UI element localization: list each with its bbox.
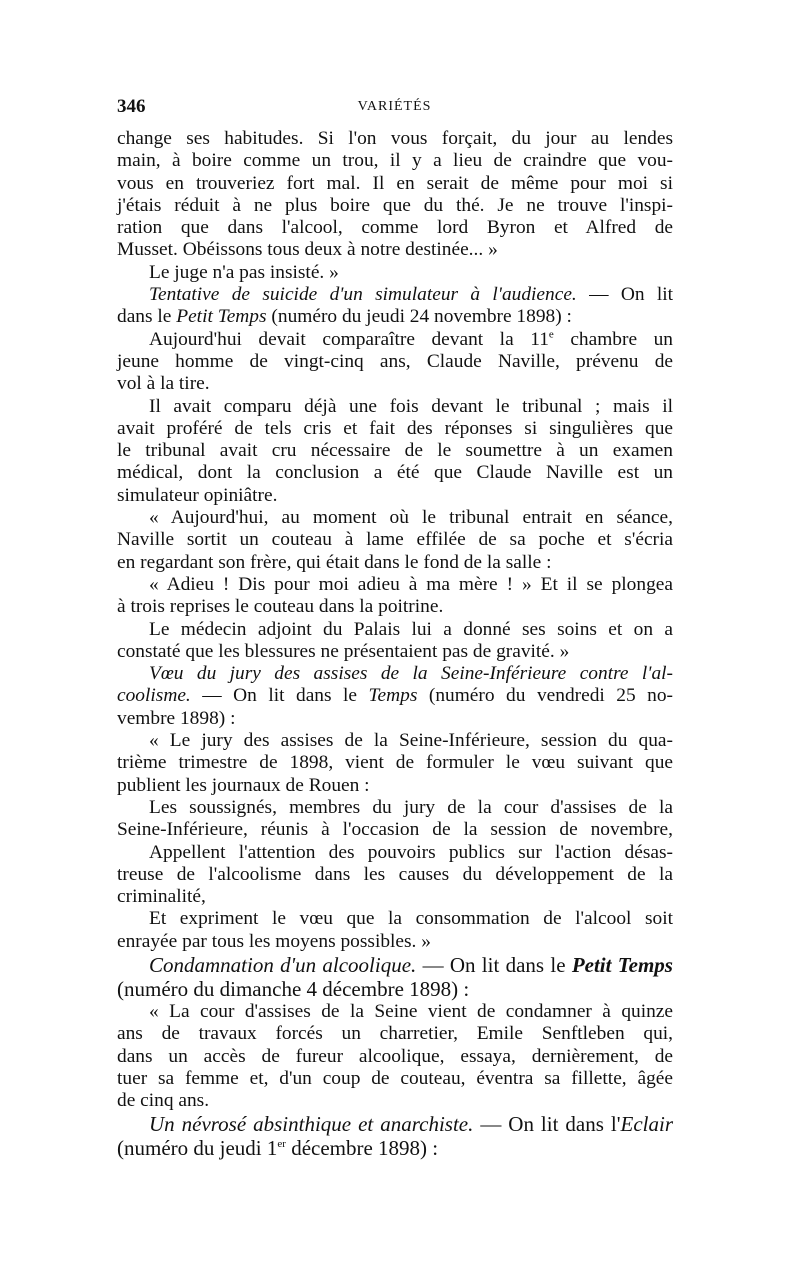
text-line: criminalité, [117, 886, 206, 908]
running-head: VARIÉTÉS [357, 99, 432, 114]
text-line: j'étais réduit à ne plus boire que du thé. Je ne trouve l'inspi- [117, 194, 673, 216]
paragraph [117, 396, 673, 507]
text-line: de cinq ans. [117, 1090, 210, 1112]
page-header [117, 96, 672, 122]
text-line: avait proféré de tels cris et fait des réponses si singulières que [117, 417, 673, 439]
section-heading-paragraph [117, 1112, 673, 1160]
text-line: « Adieu ! Dis pour moi adieu à ma mère ! » Et il se plongea [149, 573, 673, 595]
paragraph [117, 908, 673, 953]
text-line: dans le Petit Temps (numéro du jeudi 24 novembre 1898) : [117, 306, 572, 328]
text-line: Le juge n'a pas insisté. » [149, 261, 339, 283]
page-number: 346 [117, 96, 146, 117]
text-line: (numéro du dimanche 4 décembre 1898) : [117, 976, 470, 1001]
text-line: constaté que les blessures ne présentaient pas de gravité. » [117, 640, 570, 662]
text-line: ans de travaux forcés un charretier, Emile Senftleben qui, [117, 1023, 673, 1045]
text-body [117, 128, 673, 1160]
paragraph [117, 507, 673, 574]
paragraph [117, 262, 673, 284]
text-line: à trois reprises le couteau dans la poitrine. [117, 596, 444, 618]
section-heading-line: Condamnation d'un alcoolique. — On lit dans le Petit Temps [149, 952, 673, 977]
section-heading-line: Un névrosé absinthique et anarchiste. — On lit dans l'Eclair [149, 1112, 673, 1137]
text-line: Le médecin adjoint du Palais lui a donné ses soins et on a [149, 618, 673, 640]
paragraph [117, 842, 673, 909]
section-heading-line: Vœu du jury des assises de la Seine-Inférieure contre l'al- [149, 663, 673, 685]
text-line: jeune homme de vingt-cinq ans, Claude Naville, prévenu de [117, 350, 673, 372]
text-line: « Le jury des assises de la Seine-Inférieure, session du qua- [149, 730, 673, 752]
text-line: Seine-Inférieure, réunis à l'occasion de la session de novembre, [117, 819, 673, 841]
section-heading-paragraph [117, 953, 673, 1001]
text-line: Les soussignés, membres du jury de la cour d'assises de la [149, 796, 673, 818]
text-line: médical, dont la conclusion a été que Claude Naville est un [117, 462, 673, 484]
text-line: simulateur opiniâtre. [117, 484, 278, 506]
text-line: (numéro du jeudi 1er décembre 1898) : [117, 1136, 439, 1161]
text-line: « La cour d'assises de la Seine vient de condamner à quinze [149, 1000, 673, 1022]
section-heading-paragraph [117, 663, 673, 730]
section-heading: Tentative de suicide d'un simulateur à l'audience. [149, 284, 577, 306]
text-line: ration que dans l'alcool, comme lord Byron et Alfred de [117, 217, 673, 239]
text-line: Il avait comparu déjà une fois devant le tribunal ; mais il [149, 395, 673, 417]
text-line: Et expriment le vœu que la consommation de l'alcool soit [149, 908, 673, 930]
text-line: vous en trouveriez fort mal. Il en serait de même pour moi si [117, 172, 673, 194]
text-line: tuer sa femme et, d'un coup de couteau, éventra sa fillette, âgée [117, 1067, 673, 1089]
text-line: vol à la tire. [117, 373, 210, 395]
text-line: Naville sortit un couteau à lame effilée de sa poche et s'écria [117, 529, 673, 551]
text-line: Appellent l'attention des pouvoirs publics sur l'action désas- [149, 841, 673, 863]
text-line: enrayée par tous les moyens possibles. » [117, 930, 431, 952]
section-heading-line: Tentative de suicide d'un simulateur à l'audience. — On lit [149, 284, 673, 306]
paragraph [117, 797, 673, 842]
text-line: publient les journaux de Rouen : [117, 774, 370, 796]
text-line: en regardant son frère, qui était dans le fond de la salle : [117, 551, 552, 573]
section-heading-paragraph [117, 284, 673, 329]
paragraph [117, 329, 673, 396]
text-line: change ses habitudes. Si l'on vous forçait, du jour au lendes [117, 128, 673, 149]
paragraph [117, 128, 673, 262]
text-line: « Aujourd'hui, au moment où le tribunal entrait en séance, [149, 507, 673, 529]
text-line: Musset. Obéissons tous deux à notre destinée... » [117, 239, 498, 261]
text-line: dans un accès de fureur alcoolique, essaya, dernièrement, de [117, 1045, 673, 1067]
text-line: vembre 1898) : [117, 707, 236, 729]
section-heading-line: coolisme. — On lit dans le Temps (numéro du vendredi 25 no- [117, 685, 674, 707]
paragraph [117, 730, 673, 797]
text-line: trième trimestre de 1898, vient de formuler le vœu suivant que [117, 752, 673, 774]
text-line: Aujourd'hui devait comparaître devant la 11e chambre un [149, 328, 673, 350]
text-line: main, à boire comme un trou, il y a lieu de craindre que vou- [117, 150, 673, 172]
paragraph [117, 574, 673, 619]
text-line: treuse de l'alcoolisme dans les causes du développement de la [117, 863, 673, 885]
paragraph [117, 1001, 673, 1112]
paragraph [117, 619, 673, 664]
text-line: le tribunal avait cru nécessaire de le soumettre à un examen [117, 440, 673, 462]
